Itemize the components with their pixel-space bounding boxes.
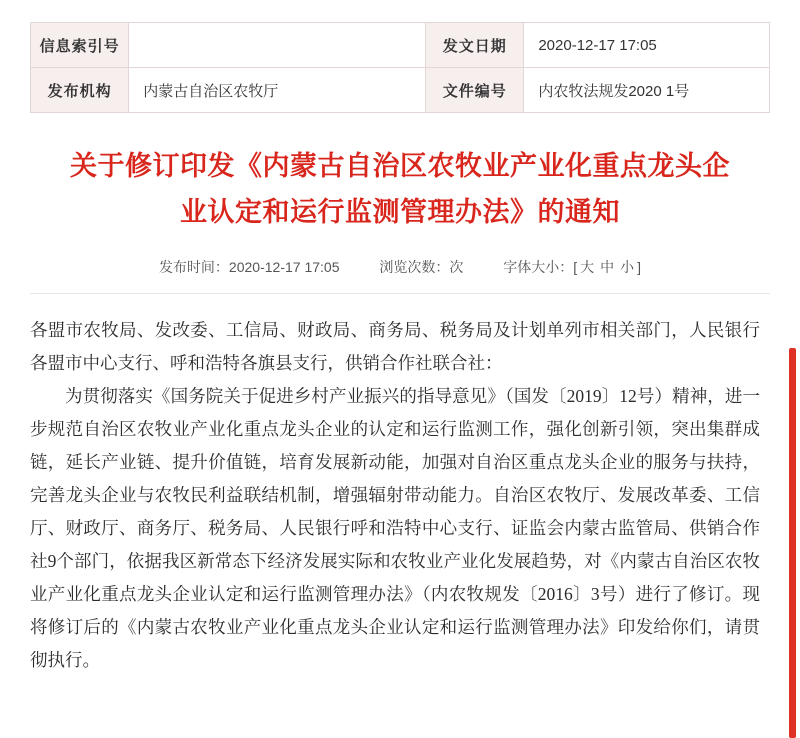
meta-value-issue-date: 2020-12-17 17:05 (524, 23, 770, 68)
meta-label-publisher: 发布机构 (31, 68, 129, 113)
meta-value-publisher: 内蒙古自治区农牧厅 (129, 68, 426, 113)
page-title: 关于修订印发《内蒙古自治区农牧业产业化重点龙头企业认定和运行监测管理办法》的通知 (70, 151, 730, 227)
document-sub-info (30, 257, 770, 277)
font-size-label: 字体大小：[ (503, 259, 578, 275)
scrollbar-thumb[interactable] (789, 348, 796, 738)
table-row (31, 23, 770, 68)
meta-label-index-number: 信息索引号 (31, 23, 129, 68)
view-count: 浏览次数：次 (379, 259, 464, 275)
meta-label-issue-date: 发文日期 (426, 23, 524, 68)
font-size-label-close: ] (637, 259, 642, 275)
publish-time: 发布时间：2020-12-17 17:05 (158, 259, 340, 275)
document-meta-table (30, 22, 770, 113)
body-paragraph-1: 各盟市农牧局、发改委、工信局、财政局、商务局、税务局及计划单列市相关部门，人民银行各盟市中心支行、呼和浩特各旗县支行，供销合作社联合社： (30, 320, 760, 373)
meta-label-document-number: 文件编号 (426, 68, 524, 113)
meta-value-document-number: 内农牧法规发2020 1号 (524, 68, 770, 113)
body-paragraph-2: 为贯彻落实《国务院关于促进乡村产业振兴的指导意见》（国发〔2019〕12号）精神，进一步规范自治区农牧业产业化重点龙头企业的认定和运行监测工作，强化创新引领，突出集群成链，延长产业链、提升价值链，培育发展新动能，加强对自治区重点龙头企业的服务与扶持，完善龙头企业与农牧民利益联结机制，增强辐射带动能力。自治区农牧厅、发展改革委、工信厅、财政厅、商务厅、税务局、人民银行呼和浩特中心支行、证监会内蒙古监管局、供销合作社9个部门，依据我区新常态下经济发展实际和农牧业产业化发展趋势，对《内蒙古自治区农牧业产业化重点龙头企业认定和运行监测管理办法》（内农牧规发〔2016〕3号）进行了修订。现将修订后的《内蒙古农牧业产业化重点龙头企业认定和运行监测管理办法》印发给你们，请贯彻执行。 (30, 386, 760, 670)
document-body (30, 314, 760, 677)
divider (30, 293, 770, 294)
meta-value-index-number (129, 23, 426, 68)
table-row (31, 68, 770, 113)
font-size-control (503, 259, 641, 275)
font-size-large-button[interactable]: 大 (580, 259, 595, 275)
font-size-small-button[interactable]: 小 (620, 259, 635, 275)
font-size-medium-button[interactable]: 中 (600, 259, 615, 275)
